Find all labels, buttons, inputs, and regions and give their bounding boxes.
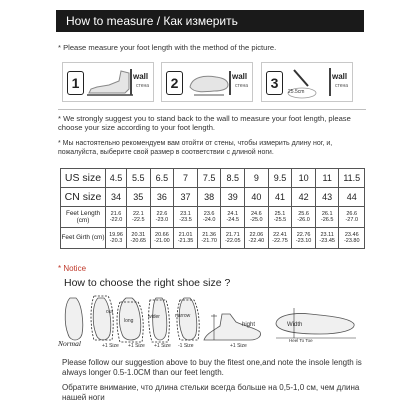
us-size-cell: 4.5 — [106, 169, 127, 188]
bottom-note-ru: Обратите внимание, что длина стельки всегда больше на 0,5-1,0 см, чем длина нашей ноги — [62, 383, 360, 402]
notice-label: * Notice — [58, 264, 87, 273]
cn-size-cell: 39 — [221, 188, 245, 207]
step-1-box — [62, 62, 154, 102]
bottom-note-en: Please follow our suggestion above to buy the fitest one,and note the insole length is always longer 0.5-1.0CM than our feet length. — [62, 358, 362, 377]
cn-size-header: CN size — [61, 188, 106, 207]
length-cell: 26.1 -26.5 — [315, 207, 339, 228]
size-mark: +1 Size — [154, 343, 171, 349]
girth-cell: 19.96 -20.3 — [106, 228, 127, 249]
feet-diagram-icon — [60, 290, 210, 350]
girth-cell: 21.36 -21.70 — [197, 228, 221, 249]
size-mark: +1 Size — [102, 343, 119, 349]
width-label: Width — [287, 322, 303, 328]
cn-size-cell: 35 — [127, 188, 151, 207]
cn-size-cell: 36 — [150, 188, 174, 207]
length-cell: 22.6 -23.0 — [150, 207, 174, 228]
length-cell: 23.6 -24.0 — [197, 207, 221, 228]
girth-cell: 22.76 -23.10 — [292, 228, 316, 249]
size-table — [60, 168, 365, 249]
cn-size-cell: 41 — [268, 188, 292, 207]
size-mark: +1 Size — [230, 343, 247, 349]
normal-label: Normal — [58, 339, 81, 348]
us-size-cell: 11 — [315, 169, 339, 188]
wall-label: wall — [232, 72, 248, 81]
wall-sub-label: стена — [335, 83, 349, 89]
girth-cell: 22.41 -22.75 — [268, 228, 292, 249]
suggest-ru: * Мы настоятельно рекомендуем вам отойти от стены, чтобы измерить длину ног, и, пожалуйста, выберите свой размер в соответствии с длиной ноги. — [58, 140, 333, 156]
girth-cell: 23.11 -23.45 — [315, 228, 339, 249]
intro-note: * Please measure your foot length with the method of the picture. — [58, 43, 277, 52]
foot-hight-icon — [200, 310, 270, 344]
cn-size-cell: 40 — [245, 188, 269, 207]
measure-value: 25.5cm — [288, 89, 305, 95]
step-number: 1 — [67, 71, 84, 95]
foot-label-narrow: narrow — [175, 313, 191, 319]
wall-sub-label: стена — [136, 83, 150, 89]
size-mark: +1 Size — [128, 343, 145, 349]
cn-size-cell: 42 — [292, 188, 316, 207]
cn-size-cell: 43 — [315, 188, 339, 207]
girth-cell: 20.31 -20.65 — [127, 228, 151, 249]
length-cell: 23.1 -23.5 — [174, 207, 198, 228]
us-size-cell: 7.5 — [197, 169, 221, 188]
girth-cell: 20.66 -21.00 — [150, 228, 174, 249]
foot-top-icon — [184, 67, 234, 99]
foot-label-long: long — [124, 318, 134, 324]
step-2-box — [161, 62, 253, 102]
step-number: 3 — [266, 71, 283, 95]
us-size-cell: 9.5 — [268, 169, 292, 188]
divider — [58, 109, 366, 110]
table-row-girth — [61, 228, 365, 249]
girth-cell: 21.01 -21.35 — [174, 228, 198, 249]
us-size-cell: 10 — [292, 169, 316, 188]
cn-size-cell: 38 — [197, 188, 221, 207]
wall-label: wall — [133, 72, 149, 81]
us-size-cell: 5.5 — [127, 169, 151, 188]
wall-sub-label: стена — [235, 83, 249, 89]
wall-label: wall — [332, 72, 348, 81]
cn-size-cell: 37 — [174, 188, 198, 207]
us-size-cell: 11.5 — [339, 169, 365, 188]
length-cell: 21.6 -22.0 — [106, 207, 127, 228]
feet-length-header: Feet Length (cm) — [61, 207, 106, 228]
table-row-length — [61, 207, 365, 228]
girth-cell: 22.06 -22.40 — [245, 228, 269, 249]
cn-size-cell: 34 — [106, 188, 127, 207]
suggest-en: * We strongly suggest you to stand back to the wall to measure your foot length, please choose your size according to your foot length. — [58, 114, 351, 132]
guide-title: How to choose the right shoe size ? — [64, 277, 231, 289]
girth-cell: 23.46 -23.80 — [339, 228, 365, 249]
length-cell: 24.1 -24.5 — [221, 207, 245, 228]
step-number: 2 — [166, 71, 183, 95]
length-cell: 22.1 -22.5 — [127, 207, 151, 228]
size-mark: -1 Size — [178, 343, 194, 349]
girth-cell: 21.71 -22.05 — [221, 228, 245, 249]
us-size-cell: 7 — [174, 169, 198, 188]
hight-label: hight — [242, 322, 256, 328]
length-cell: 24.6 -25.0 — [245, 207, 269, 228]
step-3-box — [261, 62, 353, 102]
foot-label-out: out — [106, 309, 113, 315]
foot-width-icon — [270, 300, 362, 342]
foot-label-wider: wider — [148, 314, 160, 320]
length-cell: 25.1 -25.5 — [268, 207, 292, 228]
us-size-cell: 6.5 — [150, 169, 174, 188]
length-cell: 26.6 -27.0 — [339, 207, 365, 228]
heel-to-toe-label: Heel To Toe — [289, 338, 313, 343]
feet-girth-header: Feet Girth (cm) — [61, 228, 106, 249]
table-row-cn — [61, 188, 365, 207]
length-cell: 25.6 -26.0 — [292, 207, 316, 228]
us-size-cell: 8.5 — [221, 169, 245, 188]
us-size-cell: 9 — [245, 169, 269, 188]
us-size-header: US size — [61, 169, 106, 188]
cn-size-cell: 44 — [339, 188, 365, 207]
page-title: How to measure / Как измерить — [56, 10, 364, 32]
foot-side-icon — [85, 67, 135, 99]
table-row-us — [61, 169, 365, 188]
